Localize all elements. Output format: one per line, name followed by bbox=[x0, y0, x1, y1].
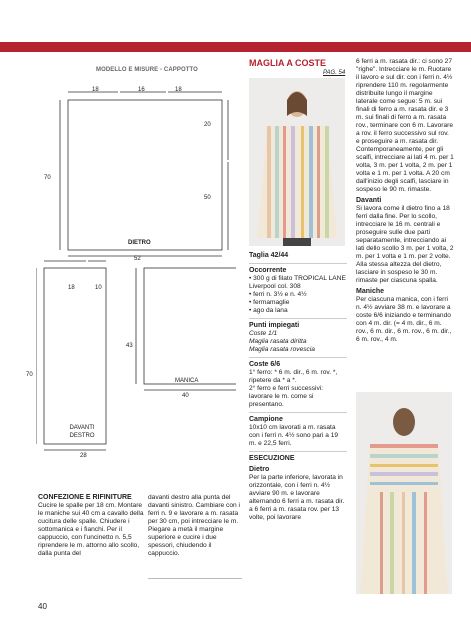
back-dim-top-a: 18 bbox=[92, 87, 99, 93]
materials-title: Occorrente bbox=[249, 267, 287, 274]
gauge-title: Campione bbox=[249, 416, 283, 423]
back-continued-body: 6 ferri a m. rasata dir.: ci sono 27 "righe". Intrecciare le m. Ruotare il lavoro e sul dir. con i ferri n. 4½ riprendere 110 m. regolarmente distribuite lungo il margine laterale come segue: 5 m. sui finali di ferro a m. rasata dir. e 3 m. sui finali di ferro a m. rasata rov., terminare con 6 m. Lavorare a rov. il ferro successivo sul rov. e proseguire a m. rasata dir. Contemporaneamente, per gli scalfi, intrecciare ai lati 4 m. per 1 volta, 3 m. per 1 volta, 2 m. per 1 volta e 1 m. per 1 volta. A 20 cm dall'inizio degli scalfi, lasciare in sospeso le 90 m. rimaste. bbox=[356, 58, 454, 193]
back-dim-width: 52 bbox=[134, 256, 141, 262]
front-dim-top-a: 18 bbox=[68, 285, 75, 291]
sleeve-dim-width: 40 bbox=[182, 393, 189, 399]
back-dim-height: 70 bbox=[44, 175, 51, 181]
page-reference: PAG. 54 bbox=[323, 70, 346, 76]
back-body: Per la parte inferiore, lavorata in orizzontale, con i ferri n. 4½ avviare 90 m. e lavorare alternando 6 ferri a m. rasata dir. a 6 ferri a m. rasata rov. per 13 volte, poi lavorare bbox=[249, 474, 345, 521]
stitch-item: Coste 1/1 bbox=[249, 330, 278, 337]
finishing-continued bbox=[148, 494, 242, 558]
back-dim-side-a: 20 bbox=[204, 122, 211, 128]
model-photo-front bbox=[249, 78, 345, 246]
front-body: Si lavora come il dietro fino a 18 ferri dalla fine. Per lo scollo, intrecciare le 16 m. centrali e proseguire sulle due parti separatamente, intrecciando ai lati dello scollo 3 m. per 1 volta, 2 m. per 1 volta e 1 m. per 2 volte. Alla stessa altezza del dietro, lasciare in sospeso le 30 m. rimaste per ciascuna spalla. bbox=[356, 205, 454, 284]
end-divider bbox=[148, 578, 242, 579]
stitch-item: Maglia rasata diritta bbox=[249, 338, 307, 345]
finishing-body: Cucire le spalle per 18 cm. Montare le maniche sui 40 cm a cavallo della cucitura delle spalle. Chiudere i sottomanica e i fianchi. Per il cappuccio, con l'uncinetto n. 5,5 riprendere le m. attorno allo scollo, dalla punta del bbox=[38, 502, 144, 557]
front-label: DAVANTI DESTRO bbox=[69, 425, 95, 439]
front-title: Davanti bbox=[356, 197, 382, 204]
material-item: fermamaglie bbox=[253, 299, 290, 306]
size-label: Taglia 42/44 bbox=[249, 252, 289, 259]
page-number: 40 bbox=[38, 602, 47, 611]
back-title: Dietro bbox=[249, 466, 270, 473]
execution-title: ESECUZIONE bbox=[249, 455, 295, 462]
back-label: DIETRO bbox=[128, 240, 151, 246]
gauge-body: 10x10 cm lavorati a m. rasata con i ferri n. 4½ sono pari a 19 m. e 22,5 ferri. bbox=[249, 424, 339, 447]
back-dim-top-b: 16 bbox=[138, 87, 145, 93]
pattern-title: MAGLIA A COSTE bbox=[249, 58, 326, 68]
front-dim-top-b: 10 bbox=[95, 285, 102, 291]
sleeve-piece bbox=[144, 268, 236, 384]
sleeve-dim-height: 43 bbox=[126, 343, 133, 349]
rib-row1: 1° ferro: * 6 m. dir., 6 m. rov. *, ripetere da * a *. bbox=[249, 369, 338, 384]
diagram-title: MODELLO E MISURE - CAPPOTTO bbox=[96, 67, 198, 73]
front-dim-height: 70 bbox=[26, 372, 33, 378]
instructions-continued bbox=[356, 58, 454, 344]
back-dim-side-b: 50 bbox=[204, 195, 211, 201]
stitch-item: Maglia rasata rovescia bbox=[249, 346, 315, 353]
front-piece bbox=[44, 268, 106, 444]
finishing-continued-body: davanti destro alla punta del davanti sinistro. Cambiare con i ferri n. 9 e lavorare a m. rasata per 30 cm, poi intrecciare le m. Piegare a metà il margine superiore e cucire i due spessori, chiudendo il cappuccio. bbox=[148, 494, 240, 557]
back-dim-top-c: 18 bbox=[175, 87, 182, 93]
material-item: 300 g di filato TROPICAL LANE Liverpool col. 308 bbox=[249, 275, 346, 290]
rib-title: Coste 6/6 bbox=[249, 361, 281, 368]
pattern-schematic bbox=[36, 80, 236, 475]
sleeve-label: MANICA bbox=[175, 378, 199, 384]
material-item: ferri n. 3½ e n. 4½ bbox=[253, 291, 307, 298]
finishing-title: CONFEZIONE E RIFINITURE bbox=[38, 494, 132, 501]
finishing-section bbox=[38, 494, 144, 558]
model-photo-back bbox=[356, 392, 452, 594]
material-item: ago da lana bbox=[253, 307, 288, 314]
stitches-title: Punti impiegati bbox=[249, 322, 300, 329]
top-accent-bar bbox=[0, 42, 471, 52]
rib-row2: 2° ferro e ferri successivi: lavorare le m. come si presentano. bbox=[249, 385, 324, 408]
front-dim-width: 28 bbox=[80, 453, 87, 459]
back-piece bbox=[68, 100, 222, 250]
sleeves-title: Maniche bbox=[356, 288, 385, 295]
pattern-details: Taglia 42/44 Occorrente • 300 g di filato TROPICAL LANE Liverpool col. 308 • ferri n. 3½ e n. 4½ • fermamaglie • ago da lana Punti impiegati Coste 1/1 Maglia rasata diritta Maglia rasata rovescia Coste 6/6 1° ferro: * 6 m. dir., 6 m. rov. *, ripetere da * a *. 2° ferro e ferri successivi: lavorare le m. come si presentano. Campione 10x10 cm lavorati a m. rasata con i ferri n. 4½ sono pari a 19 m. e 22,5 ferri. ESECUZIONE Dietro Per la parte inferiore, lavorata in orizzontale, con i ferri n. 4½ avviare 90 m. e lavorare alternando 6 ferri a m. rasata dir. a 6 ferri a m. rasata rov. per 13 volte, poi lavorare bbox=[249, 252, 346, 521]
sleeves-body: Per ciascuna manica, con i ferri n. 4½ avviare 38 m. e lavorare a coste 6/6 iniziando e terminando con 4 m. dir. (= 4 m. dir., 6 m. rov., 6 m. dir., 6 m. rov., 6 m. dir., 6 m. rov., 4 m. bbox=[356, 296, 452, 343]
